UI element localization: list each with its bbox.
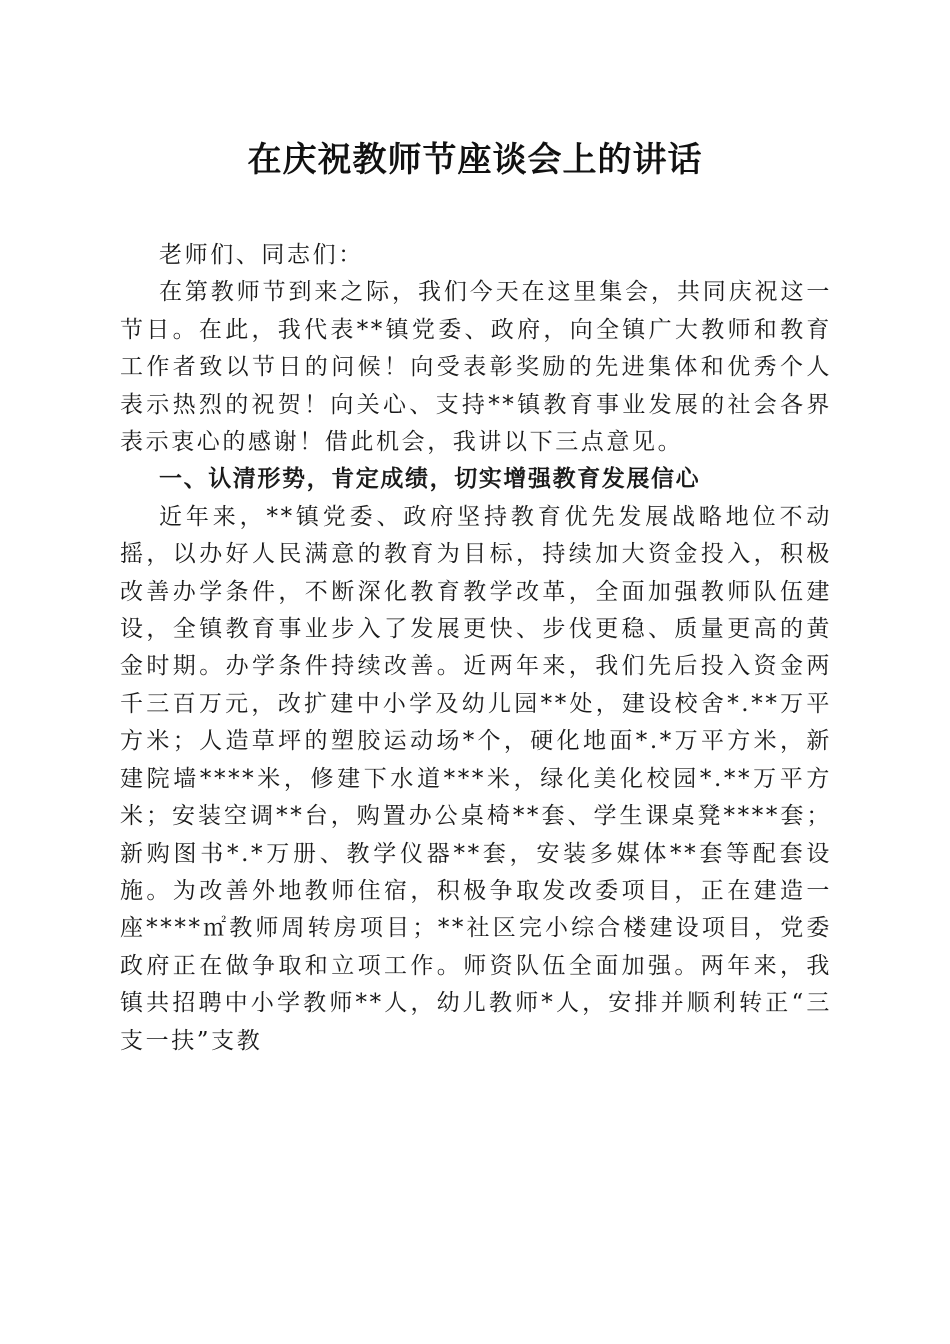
section-body-1: 近年来，**镇党委、政府坚持教育优先发展战略地位不动摇，以办好人民满意的教育为目标，持续加大资金投入，积极改善办学条件，不断深化教育教学改革，全面加强教师队伍建设，全镇教育事业步入了发展更快、步伐更稳、质量更高的黄金时期。办学条件持续改善。近两年来，我们先后投入资金两千三百万元，改扩建中小学及幼儿园**处，建设校舍*.**万平方米；人造草坪的塑胶运动场*个，硬化地面*.*万平方米，新建院墙****米，修建下水道***米，绿化美化校园*.**万平方米；安装空调**台，购置办公桌椅**套、学生课桌凳****套；新购图书*.*万册、教学仪器**套，安装多媒体**套等配套设施。为改善外地教师住宿，积极争取发改委项目，正在建造一座****㎡教师周转房项目；**社区完小综合楼建设项目，党委政府正在做争取和立项工作。师资队伍全面加强。两年来，我镇共招聘中小学教师**人，幼儿教师*人，安排并顺利转正“三支一扶”支教 bbox=[120, 503, 832, 1054]
greeting-paragraph: 老师们、同志们： bbox=[159, 242, 364, 268]
section-heading-1: 一、认清形势，肯定成绩，切实增强教育发展信心 bbox=[159, 466, 701, 493]
intro-paragraph: 在第教师节到来之际，我们今天在这里集会，共同庆祝这一节日。在此，我代表**镇党委、政府，向全镇广大教师和教育工作者致以节日的问候！向受表彰奖励的先进集体和优秀个人表示热烈的祝贺！向关心、支持**镇教育事业发展的社会各界表示衷心的感谢！借此机会，我讲以下三点意见。 bbox=[120, 279, 832, 456]
document-body bbox=[120, 237, 832, 1060]
document-title: 在庆祝教师节座谈会上的讲话 bbox=[247, 140, 703, 180]
